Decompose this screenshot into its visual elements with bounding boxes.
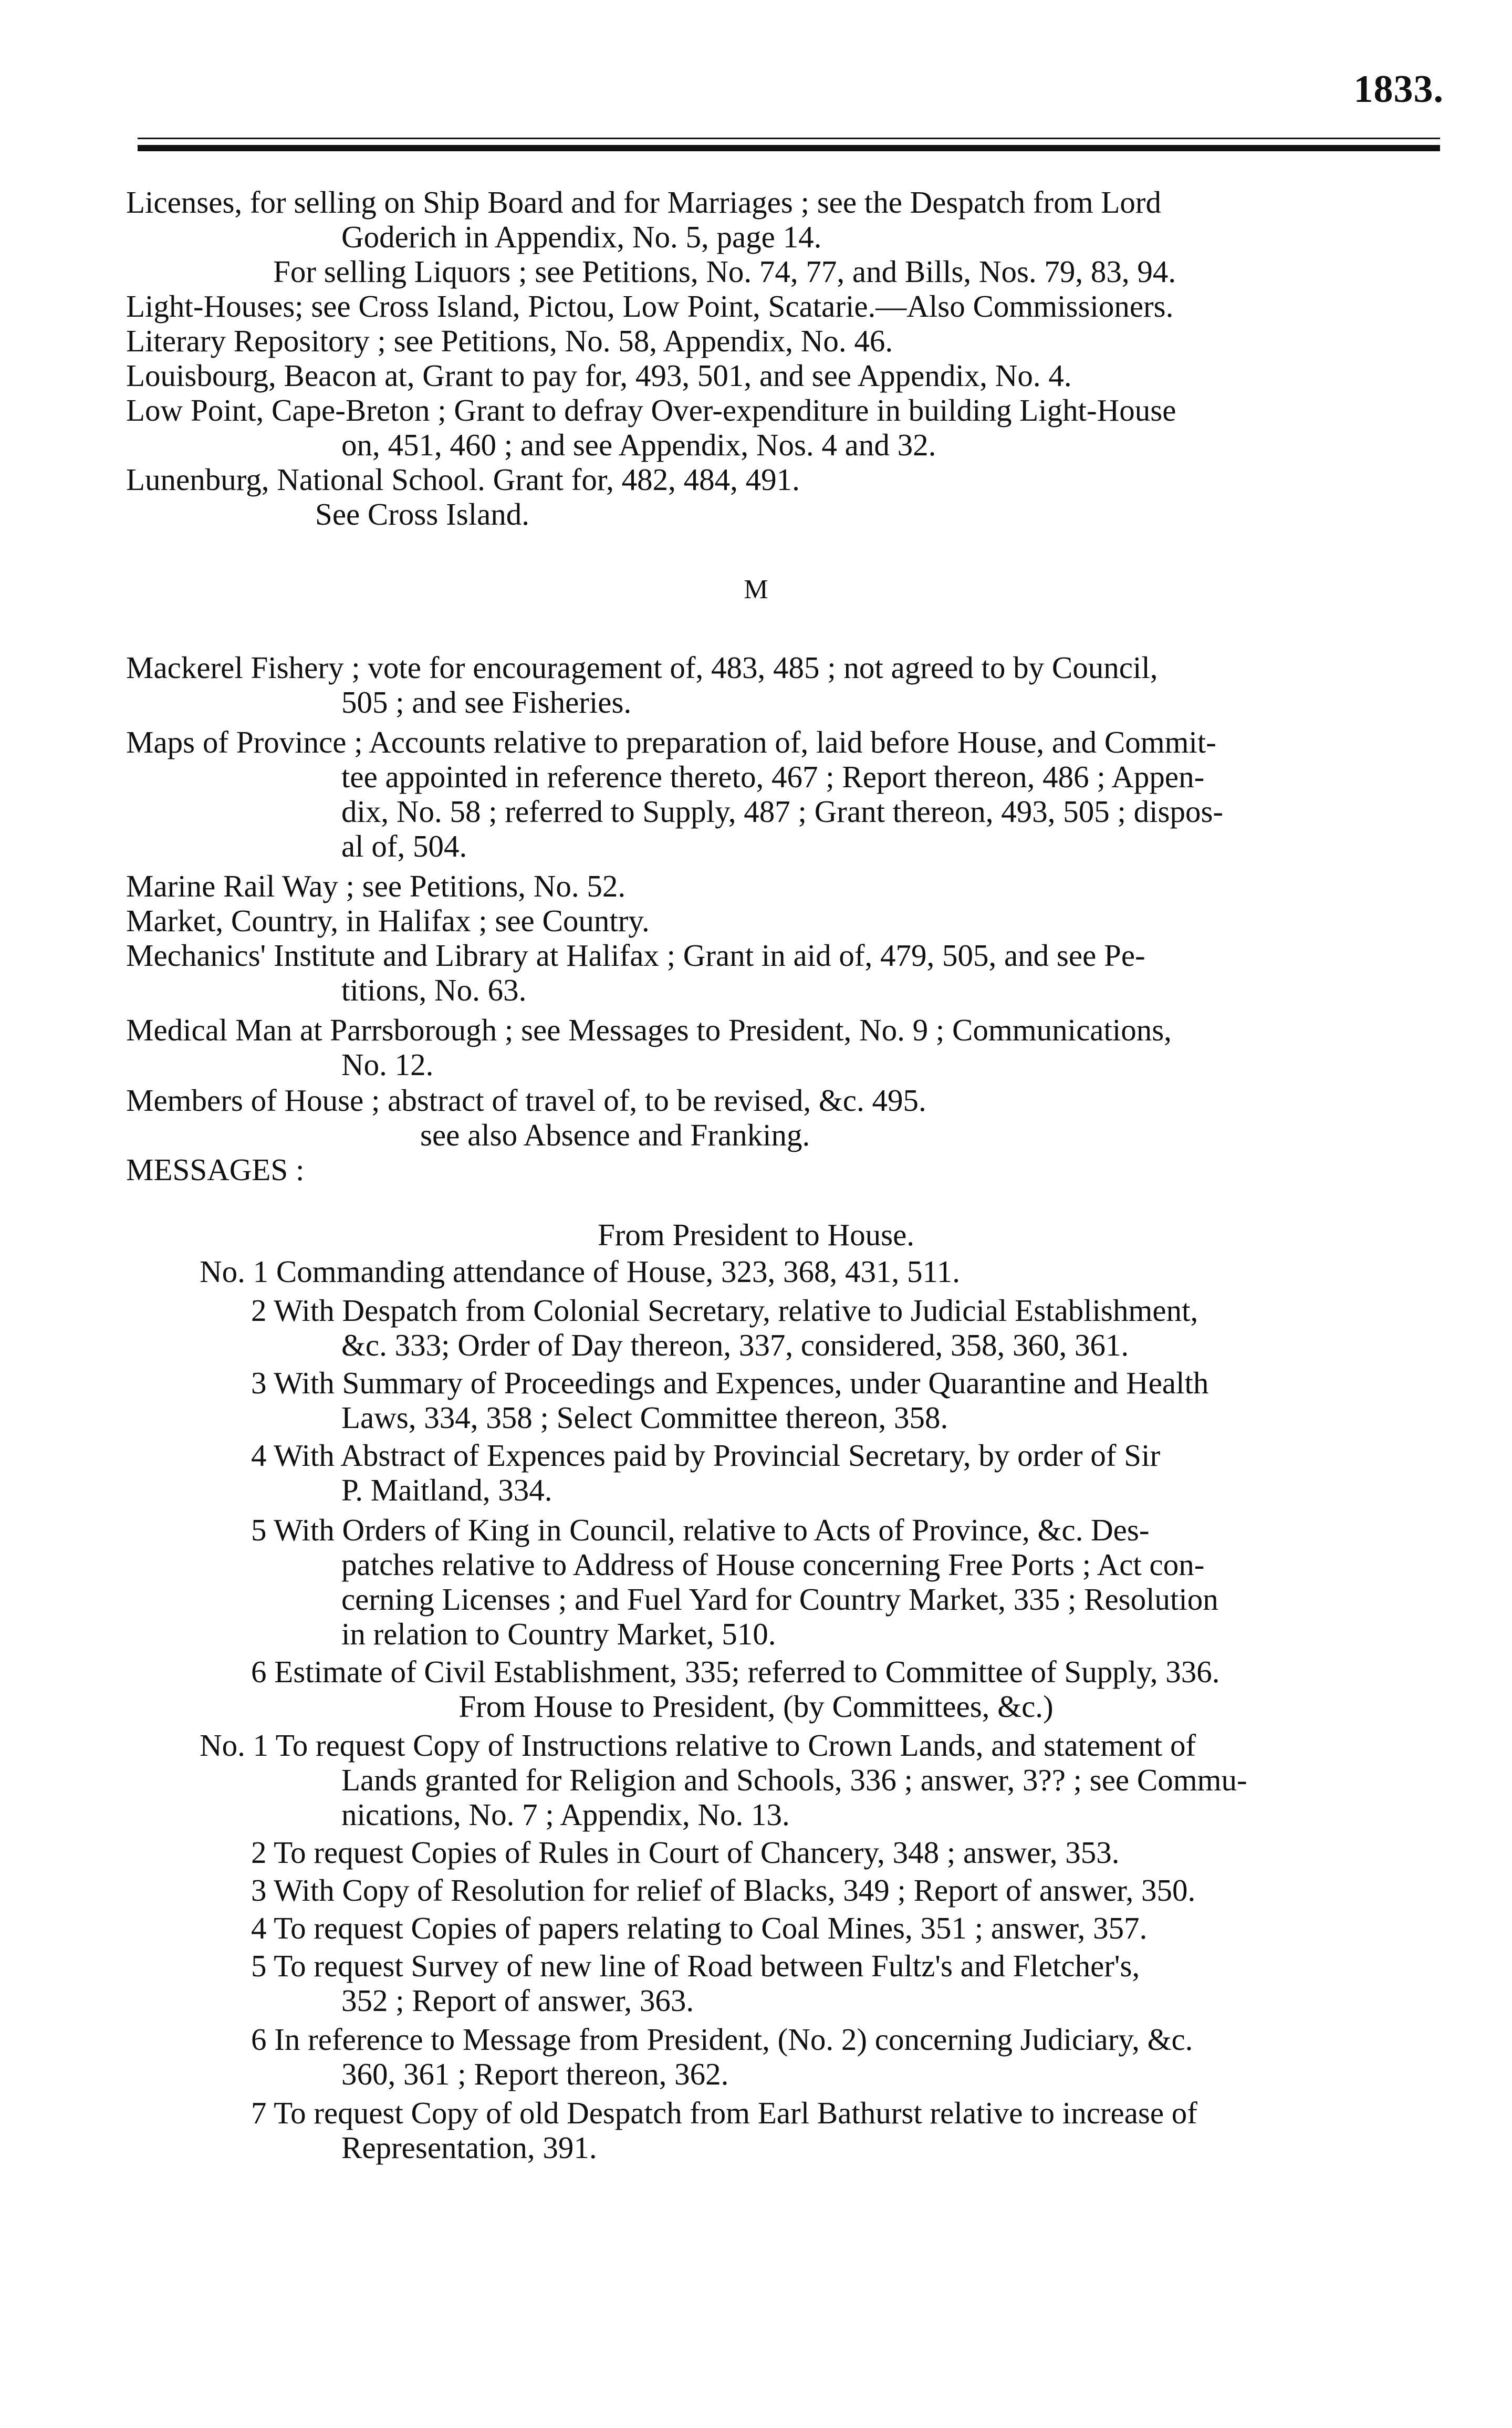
header-rule xyxy=(138,145,1440,151)
message-line: 360, 361 ; Report thereon, 362. xyxy=(341,2057,729,2091)
message-line: 5 With Orders of King in Council, relative to Acts of Province, &c. Des- xyxy=(251,1513,1150,1547)
page-year: 1833. xyxy=(1353,68,1444,111)
header-rule-thin xyxy=(138,138,1440,139)
index-entry-line: MESSAGES : xyxy=(126,1152,305,1187)
index-entry-line: Marine Rail Way ; see Petitions, No. 52. xyxy=(126,869,626,903)
index-entry-line: al of, 504. xyxy=(341,829,467,863)
index-entry-line: Licenses, for selling on Ship Board and for Marriages ; see the Despatch from Lord xyxy=(126,185,1162,220)
message-line: &c. 333; Order of Day thereon, 337, considered, 358, 360, 361. xyxy=(341,1328,1129,1362)
index-entry-line: Market, Country, in Halifax ; see Country. xyxy=(126,903,650,938)
message-line: 2 With Despatch from Colonial Secretary, relative to Judicial Establishment, xyxy=(251,1293,1198,1328)
message-line: in relation to Country Market, 510. xyxy=(341,1617,776,1651)
index-entry-line: see also Absence and Franking. xyxy=(420,1118,810,1152)
message-line: 5 To request Survey of new line of Road between Fultz's and Fletcher's, xyxy=(251,1948,1140,1983)
index-entry-line: No. 12. xyxy=(341,1047,434,1082)
message-line: 4 With Abstract of Expences paid by Provincial Secretary, by order of Sir xyxy=(251,1438,1161,1473)
message-line: 352 ; Report of answer, 363. xyxy=(341,1983,694,2018)
message-line: 3 With Copy of Resolution for relief of Blacks, 349 ; Report of answer, 350. xyxy=(251,1873,1196,1908)
message-line: 3 With Summary of Proceedings and Expences, under Quarantine and Health xyxy=(251,1366,1209,1400)
index-entry-line: Goderich in Appendix, No. 5, page 14. xyxy=(341,220,822,254)
index-entry-line: titions, No. 63. xyxy=(341,973,527,1007)
message-line: Laws, 334, 358 ; Select Committee thereon, 358. xyxy=(341,1400,948,1435)
index-entry-line: Lunenburg, National School. Grant for, 482, 484, 491. xyxy=(126,462,800,497)
index-entry-line: Mechanics' Institute and Library at Halifax ; Grant in aid of, 479, 505, and see Pe- xyxy=(126,938,1145,973)
index-entry-line: Mackerel Fishery ; vote for encouragement of, 483, 485 ; not agreed to by Council, xyxy=(126,650,1158,685)
index-entry-line: Low Point, Cape-Breton ; Grant to defray Over-expenditure in building Light-House xyxy=(126,393,1176,428)
message-line: No. 1 To request Copy of Instructions relative to Crown Lands, and statement of xyxy=(200,1728,1196,1763)
index-entry-line: Light-Houses; see Cross Island, Pictou, Low Point, Scatarie.—Also Commissioners. xyxy=(126,289,1174,324)
index-entry-line: Maps of Province ; Accounts relative to preparation of, laid before House, and Commit- xyxy=(126,725,1216,759)
subsection-heading: From House to President, (by Committees, &c.) xyxy=(458,1689,1054,1724)
message-line: 6 Estimate of Civil Establishment, 335; referred to Committee of Supply, 336. xyxy=(251,1654,1220,1689)
message-line: nications, No. 7 ; Appendix, No. 13. xyxy=(341,1797,790,1832)
index-entry-line: See Cross Island. xyxy=(315,497,530,532)
message-line: patches relative to Address of House concerning Free Ports ; Act con- xyxy=(341,1547,1205,1582)
subsection-heading: From President to House. xyxy=(597,1217,915,1252)
message-line: P. Maitland, 334. xyxy=(341,1473,552,1507)
message-line: 4 To request Copies of papers relating to Coal Mines, 351 ; answer, 357. xyxy=(251,1911,1148,1945)
index-entry-line: tee appointed in reference thereto, 467 ; Report thereon, 486 ; Appen- xyxy=(341,759,1205,794)
message-line: Representation, 391. xyxy=(341,2130,597,2165)
index-entry-line: on, 451, 460 ; and see Appendix, Nos. 4 and 32. xyxy=(341,428,936,462)
index-entry-line: Literary Repository ; see Petitions, No. 58, Appendix, No. 46. xyxy=(126,324,893,358)
message-line: Lands granted for Religion and Schools, 336 ; answer, 3?? ; see Commu- xyxy=(341,1763,1247,1797)
index-entry-line: dix, No. 58 ; referred to Supply, 487 ; Grant thereon, 493, 505 ; dispos- xyxy=(341,794,1224,829)
index-entry-line: Medical Man at Parrsborough ; see Messages to President, No. 9 ; Communications, xyxy=(126,1013,1172,1047)
message-line: 6 In reference to Message from President, (No. 2) concerning Judiciary, &c. xyxy=(251,2022,1193,2057)
index-entry-line: Louisbourg, Beacon at, Grant to pay for, 493, 501, and see Appendix, No. 4. xyxy=(126,358,1072,393)
index-entry-line: 505 ; and see Fisheries. xyxy=(341,685,632,720)
index-entry-line: For selling Liquors ; see Petitions, No. 74, 77, and Bills, Nos. 79, 83, 94. xyxy=(273,254,1176,289)
message-line: 7 To request Copy of old Despatch from Earl Bathurst relative to increase of xyxy=(251,2096,1197,2130)
section-letter: M xyxy=(744,575,768,605)
index-entry-line: Members of House ; abstract of travel of, to be revised, &c. 495. xyxy=(126,1083,926,1118)
message-line: No. 1 Commanding attendance of House, 323, 368, 431, 511. xyxy=(200,1254,961,1289)
message-line: 2 To request Copies of Rules in Court of Chancery, 348 ; answer, 353. xyxy=(251,1835,1120,1870)
message-line: cerning Licenses ; and Fuel Yard for Country Market, 335 ; Resolution xyxy=(341,1582,1218,1617)
